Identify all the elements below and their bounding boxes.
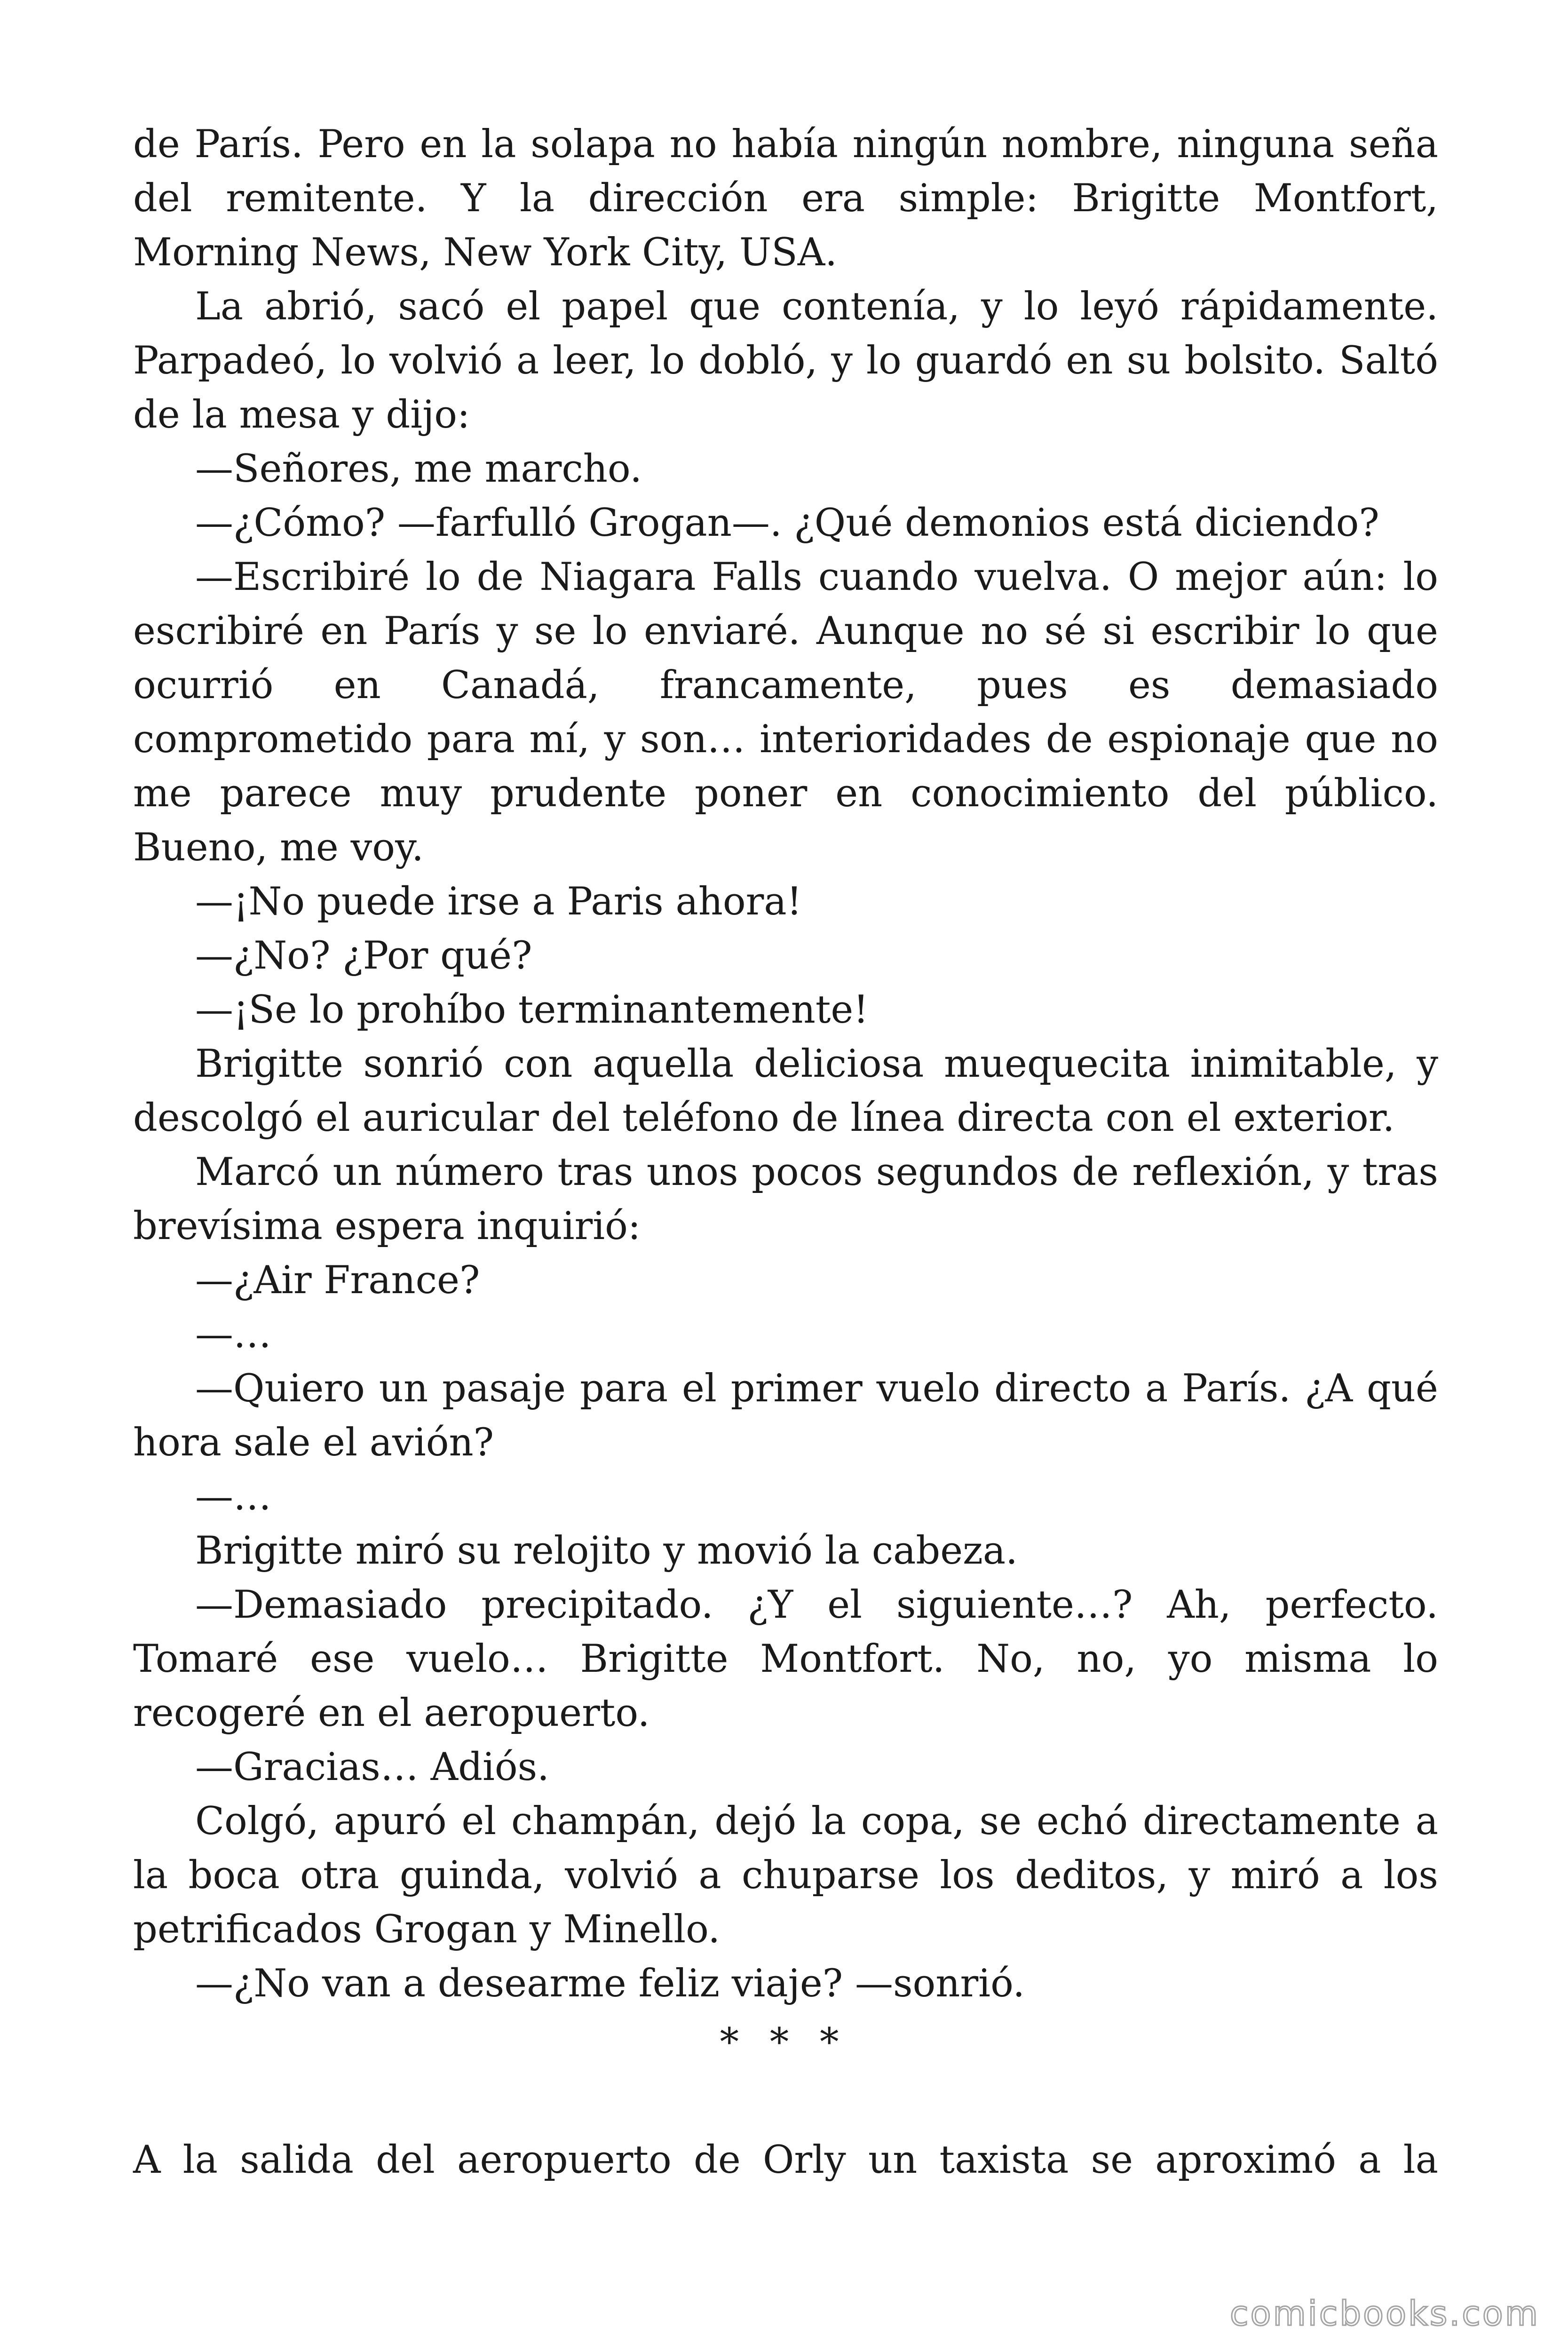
closing-line: A la salida del aeropuerto de Orly un taxista se aproximó a la bbox=[133, 2138, 1438, 2182]
paragraph: —¡No puede irse a Paris ahora! bbox=[195, 880, 802, 924]
paragraph: —… bbox=[195, 1475, 271, 1519]
paragraph: Colgó, apuró el champán, dejó la copa, se echó directamente a la boca otra guinda, volvió a chuparse los deditos, y miró a los petrificados Grogan y Minello. bbox=[133, 1799, 1438, 1952]
paragraph: Brigitte sonrió con aquella deliciosa muequecita inimitable, y descolgó el auricular del teléfono de línea directa con el exterior. bbox=[133, 1042, 1438, 1140]
body-text bbox=[133, 118, 1438, 2011]
watermark: comicbooks.com bbox=[1229, 2294, 1540, 2333]
paragraph: —¿No? ¿Por qué? bbox=[195, 934, 532, 978]
paragraph: Marcó un número tras unos pocos segundos de reflexión, y tras brevísima espera inquirió: bbox=[133, 1150, 1438, 1248]
paragraph: —… bbox=[195, 1312, 271, 1357]
section-separator: * * * bbox=[720, 2020, 848, 2065]
paragraph: La abrió, sacó el papel que contenía, y lo leyó rápidamente. Parpadeó, lo volvió a leer, lo dobló, y lo guardó en su bolsito. Saltó de la mesa y dijo: bbox=[133, 285, 1438, 437]
paragraph: —Demasiado precipitado. ¿Y el siguiente…? Ah, perfecto. Tomaré ese vuelo… Brigitte Montfort. No, no, yo misma lo recogeré en el aeropuerto. bbox=[133, 1583, 1438, 1735]
paragraph: —¿Cómo? —farfulló Grogan—. ¿Qué demonios está diciendo? bbox=[195, 501, 1379, 545]
paragraph: —Señores, me marcho. bbox=[195, 447, 642, 491]
paragraph: —¡Se lo prohíbo terminantemente! bbox=[195, 988, 869, 1032]
paragraph: Brigitte miró su relojito y movió la cabeza. bbox=[195, 1529, 1018, 1573]
paragraph: —Gracias… Adiós. bbox=[195, 1745, 549, 1789]
paragraph: —Escribiré lo de Niagara Falls cuando vuelva. O mejor aún: lo escribiré en París y se lo enviaré. Aunque no sé si escribir lo que ocurrió en Canadá, francamente, pues es demasiado comprometido para mí, y son… interioridades de espionaje que no me parece muy prudente poner en conocimiento del público. Bueno, me voy. bbox=[133, 555, 1438, 870]
paragraph: de París. Pero en la solapa no había ningún nombre, ninguna seña del remitente. Y la dirección era simple: Brigitte Montfort, Morning News, New York City, USA. bbox=[133, 122, 1438, 275]
paragraph: —¿Air France? bbox=[195, 1258, 480, 1303]
paragraph: —Quiero un pasaje para el primer vuelo directo a París. ¿A qué hora sale el avión? bbox=[133, 1367, 1438, 1465]
paragraph: —¿No van a desearme feliz viaje? —sonrió. bbox=[195, 1962, 1025, 2006]
